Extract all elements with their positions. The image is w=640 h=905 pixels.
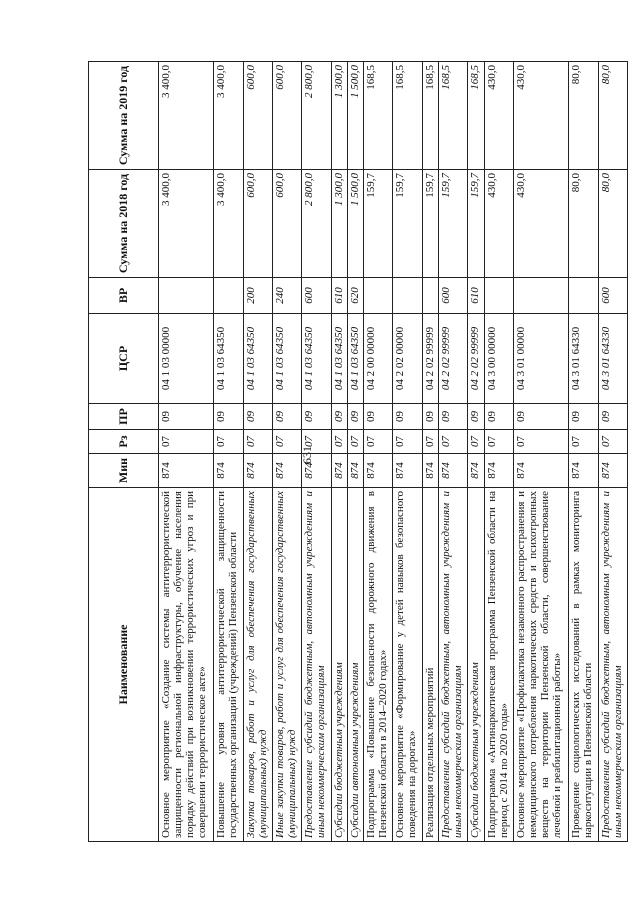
cell-csr: 04 1 03 64350: [302, 314, 331, 404]
cell-pr: 09: [513, 404, 568, 430]
cell-sum-2019: 2 800,0: [302, 62, 331, 170]
cell-sum-2018: 159,7: [393, 170, 422, 278]
cell-sum-2019: 430,0: [484, 62, 513, 170]
cell-rz: 07: [513, 430, 568, 454]
cell-min: 874: [159, 454, 214, 488]
cell-sum-2018: 2 800,0: [302, 170, 331, 278]
cell-min: 874: [513, 454, 568, 488]
cell-name: Предоставление субсидий бюджетным, автономным учреждениям и иным некоммерческим организациям: [598, 488, 627, 842]
cell-pr: 09: [302, 404, 331, 430]
table-row: [569, 62, 598, 842]
table-header-row: [89, 62, 159, 842]
cell-csr: 04 1 03 64350: [272, 314, 301, 404]
cell-pr: 09: [214, 404, 243, 430]
cell-sum-2019: 168,5: [468, 62, 484, 170]
table-row: [302, 62, 331, 842]
page-number: 631: [300, 446, 314, 464]
budget-table: [88, 61, 628, 842]
cell-csr: 04 1 03 64350: [347, 314, 363, 404]
table-row: [243, 62, 272, 842]
cell-rz: 07: [422, 430, 438, 454]
cell-rz: 07: [159, 430, 214, 454]
cell-sum-2018: 1 500,0: [347, 170, 363, 278]
table-row: [347, 62, 363, 842]
cell-rz: 07: [214, 430, 243, 454]
table-row: [272, 62, 301, 842]
cell-vr: [513, 278, 568, 314]
cell-name: Проведение социологических исследований в рамках мониторинга наркоситуации в Пензенской области: [569, 488, 598, 842]
cell-vr: [364, 278, 393, 314]
cell-min: 874: [569, 454, 598, 488]
cell-sum-2018: 1 300,0: [331, 170, 347, 278]
cell-name: Основное мероприятие «Формирование у детей навыков безопасного поведения на дорогах»: [393, 488, 422, 842]
cell-name: Основное мероприятие «Профилактика незаконного распространения и немедицинского потребления наркотических средств и психотропных веществ на территории Пензенской области, совершенствование лечебной и реабилитационной работы»: [513, 488, 568, 842]
cell-sum-2019: 3 400,0: [159, 62, 214, 170]
cell-name: Основное мероприятие «Создание системы антитеррористической защищенности региональной инфраструктуры, обучение населения порядку действий при возникновении террористических угроз и при совершении террористическое акте»: [159, 488, 214, 842]
cell-vr: 600: [302, 278, 331, 314]
header-vr: ВР: [89, 278, 159, 314]
cell-sum-2019: 3 400,0: [214, 62, 243, 170]
cell-vr: [159, 278, 214, 314]
cell-vr: 610: [468, 278, 484, 314]
cell-rz: 07: [331, 430, 347, 454]
cell-sum-2019: 80,0: [569, 62, 598, 170]
cell-csr: 04 2 02 99999: [422, 314, 438, 404]
cell-csr: 04 2 02 99999: [468, 314, 484, 404]
cell-csr: 04 2 02 00000: [393, 314, 422, 404]
cell-min: 874: [598, 454, 627, 488]
cell-pr: 09: [484, 404, 513, 430]
cell-sum-2019: 430,0: [513, 62, 568, 170]
cell-sum-2019: 168,5: [422, 62, 438, 170]
cell-name: Субсидии бюджетным учреждениям: [331, 488, 347, 842]
cell-name: Иные закупки товаров, работ и услуг для обеспечения государственных (муниципальных) нужд: [272, 488, 301, 842]
cell-rz: 07: [364, 430, 393, 454]
table-row: [598, 62, 627, 842]
cell-rz: 07: [302, 430, 331, 454]
cell-sum-2018: 600,0: [243, 170, 272, 278]
cell-sum-2019: 600,0: [272, 62, 301, 170]
cell-sum-2018: 159,7: [422, 170, 438, 278]
cell-vr: 200: [243, 278, 272, 314]
table-row: [513, 62, 568, 842]
cell-min: 874: [393, 454, 422, 488]
cell-sum-2019: 600,0: [243, 62, 272, 170]
cell-min: 874: [484, 454, 513, 488]
cell-pr: 09: [331, 404, 347, 430]
cell-sum-2018: 159,7: [468, 170, 484, 278]
table-row: [364, 62, 393, 842]
cell-pr: 09: [422, 404, 438, 430]
cell-csr: 04 1 03 64350: [331, 314, 347, 404]
cell-name: Субсидии автономным учреждениям: [347, 488, 363, 842]
table-body: [159, 62, 628, 842]
cell-name: Реализация отдельных мероприятий: [422, 488, 438, 842]
cell-pr: 09: [272, 404, 301, 430]
table-row: [159, 62, 214, 842]
cell-name: Субсидии бюджетным учреждениям: [468, 488, 484, 842]
cell-sum-2019: 80,0: [598, 62, 627, 170]
table-row: [393, 62, 422, 842]
cell-min: 874: [364, 454, 393, 488]
table-row: [331, 62, 347, 842]
cell-rz: 07: [484, 430, 513, 454]
cell-sum-2018: 430,0: [513, 170, 568, 278]
cell-min: 874: [439, 454, 468, 488]
cell-sum-2019: 1 300,0: [331, 62, 347, 170]
cell-pr: 09: [468, 404, 484, 430]
cell-pr: 09: [364, 404, 393, 430]
table-row: [484, 62, 513, 842]
cell-csr: 04 3 01 00000: [513, 314, 568, 404]
cell-csr: 04 2 00 00000: [364, 314, 393, 404]
cell-name: Подпрограмма «Антинаркотическая программа Пензенской области на период с 2014 по 2020 годы»: [484, 488, 513, 842]
cell-sum-2019: 1 500,0: [347, 62, 363, 170]
cell-pr: 09: [393, 404, 422, 430]
cell-name: Предоставление субсидий бюджетным, автономным учреждениям и иным некоммерческим организациям: [439, 488, 468, 842]
cell-pr: 09: [159, 404, 214, 430]
cell-name: Повышение уровня антитеррористической защищенности государственных организаций (учреждений) Пензенской области: [214, 488, 243, 842]
cell-rz: 07: [272, 430, 301, 454]
cell-vr: 610: [331, 278, 347, 314]
cell-min: 874: [347, 454, 363, 488]
cell-pr: 09: [243, 404, 272, 430]
cell-vr: [422, 278, 438, 314]
header-sum-2019: Сумма на 2019 год: [89, 62, 159, 170]
header-rz: Рз: [89, 430, 159, 454]
cell-csr: 04 2 02 99999: [439, 314, 468, 404]
header-sum-2018: Сумма на 2018 год: [89, 170, 159, 278]
header-min: Мин: [89, 454, 159, 488]
cell-vr: 620: [347, 278, 363, 314]
cell-pr: 09: [439, 404, 468, 430]
cell-vr: 600: [598, 278, 627, 314]
cell-rz: 07: [439, 430, 468, 454]
cell-min: 874: [302, 454, 331, 488]
cell-sum-2018: 3 400,0: [214, 170, 243, 278]
cell-csr: 04 3 01 64330: [569, 314, 598, 404]
cell-name: Предоставление субсидий бюджетным, автономным учреждениям и иным некоммерческим организациям: [302, 488, 331, 842]
table-row: [422, 62, 438, 842]
cell-sum-2018: 600,0: [272, 170, 301, 278]
cell-csr: 04 1 03 64350: [214, 314, 243, 404]
cell-rz: 07: [569, 430, 598, 454]
cell-rz: 07: [347, 430, 363, 454]
cell-min: 874: [331, 454, 347, 488]
cell-pr: 09: [347, 404, 363, 430]
cell-vr: [393, 278, 422, 314]
cell-min: 874: [214, 454, 243, 488]
cell-vr: 600: [439, 278, 468, 314]
cell-rz: 07: [468, 430, 484, 454]
cell-min: 874: [468, 454, 484, 488]
cell-name: Подпрограмма «Повышение безопасности дорожного движения в Пензенской области в 2014–2020 годах»: [364, 488, 393, 842]
cell-rz: 07: [598, 430, 627, 454]
cell-min: 874: [422, 454, 438, 488]
cell-pr: 09: [569, 404, 598, 430]
table-row: [214, 62, 243, 842]
cell-rz: 07: [393, 430, 422, 454]
header-pr: ПР: [89, 404, 159, 430]
cell-sum-2018: 80,0: [569, 170, 598, 278]
cell-sum-2019: 168,5: [364, 62, 393, 170]
cell-vr: [484, 278, 513, 314]
cell-rz: 07: [243, 430, 272, 454]
cell-sum-2018: 3 400,0: [159, 170, 214, 278]
cell-vr: [214, 278, 243, 314]
header-name: Наименование: [89, 488, 159, 842]
cell-csr: 04 1 03 64350: [243, 314, 272, 404]
cell-name: Закупка товаров, работ и услуг для обеспечения государственных (муниципальных) нужд: [243, 488, 272, 842]
cell-csr: 04 3 01 64330: [598, 314, 627, 404]
cell-vr: [569, 278, 598, 314]
cell-sum-2018: 430,0: [484, 170, 513, 278]
cell-sum-2019: 168,5: [439, 62, 468, 170]
cell-vr: 240: [272, 278, 301, 314]
table-row: [439, 62, 468, 842]
table-row: [468, 62, 484, 842]
cell-pr: 09: [598, 404, 627, 430]
cell-csr: 04 3 00 00000: [484, 314, 513, 404]
cell-sum-2018: 159,7: [364, 170, 393, 278]
cell-csr: 04 1 03 00000: [159, 314, 214, 404]
cell-min: 874: [272, 454, 301, 488]
cell-sum-2018: 80,0: [598, 170, 627, 278]
header-csr: ЦСР: [89, 314, 159, 404]
cell-min: 874: [243, 454, 272, 488]
cell-sum-2018: 159,7: [439, 170, 468, 278]
cell-sum-2019: 168,5: [393, 62, 422, 170]
